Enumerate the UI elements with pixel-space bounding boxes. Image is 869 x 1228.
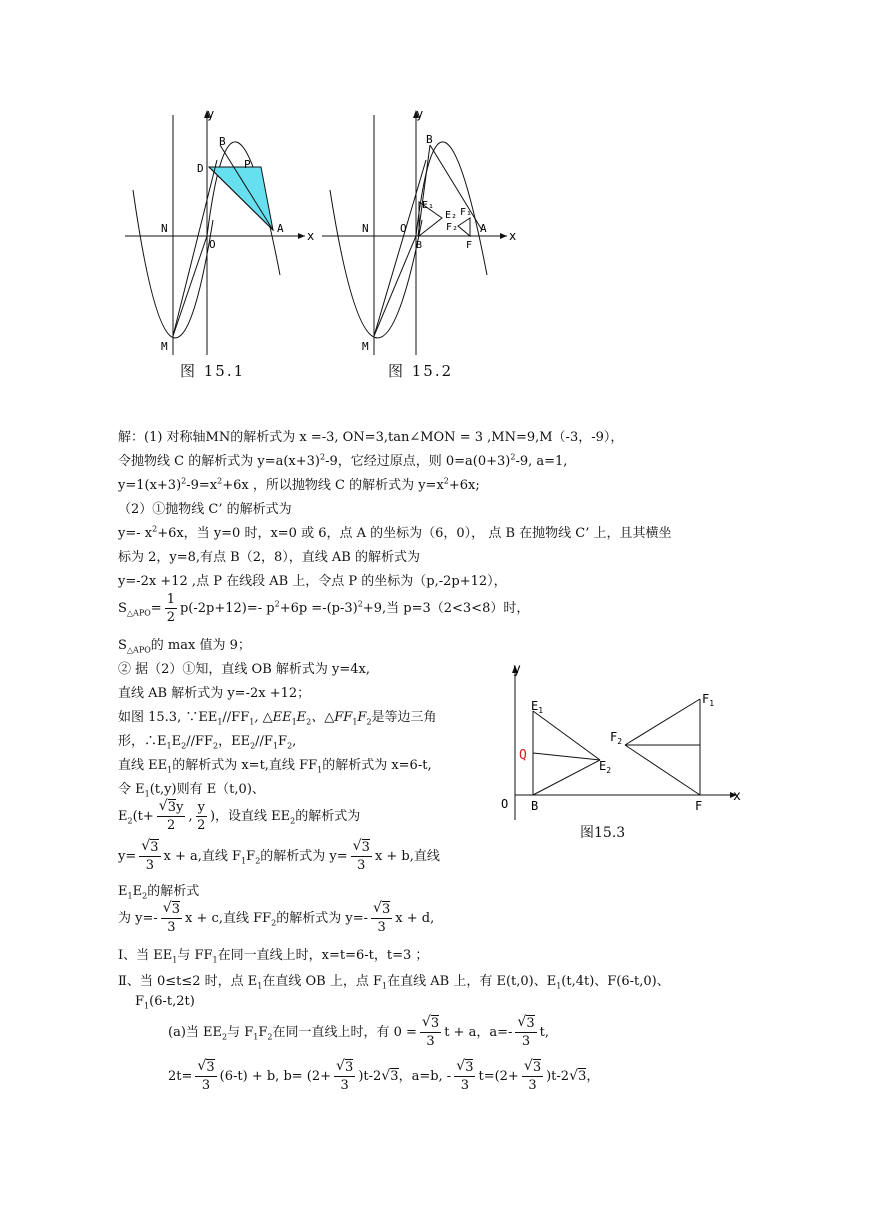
text-seg: E: [171, 734, 182, 749]
text-seg: +6p =-(p-3): [279, 601, 358, 616]
text-seg: F: [135, 994, 145, 1009]
text-seg: x + d,: [395, 911, 435, 926]
denominator: 3: [201, 1078, 211, 1093]
solution-line-21: [118, 970, 670, 991]
sqrt: [456, 1060, 473, 1075]
text-seg: )，设直线 EE: [209, 809, 291, 824]
text-seg: =: [150, 601, 162, 616]
text-seg: y=: [118, 849, 137, 864]
sub: 2: [142, 891, 148, 901]
text-seg: +6x ，所以抛物线 C 的解析式为 y=x: [222, 478, 444, 493]
fig2-f2-label: F₂: [446, 222, 459, 233]
numerator: [515, 1016, 536, 1033]
sup: 2: [357, 599, 363, 609]
sqrt: [197, 1060, 214, 1075]
text-seg: , △EE: [254, 710, 292, 725]
sub: 2: [255, 856, 261, 866]
numerator: [195, 1060, 216, 1077]
text-seg: Ⅱ、当 0≤t≤2 时，点 E: [118, 974, 258, 989]
denominator: 2: [166, 818, 176, 833]
solution-line-5: [118, 522, 671, 541]
sub: 2: [250, 741, 256, 751]
fig3-f2-label: $F_2$: [610, 730, 623, 746]
sub: 2: [306, 717, 312, 727]
text-seg: y=1(x+3): [118, 478, 182, 493]
numerator: [139, 840, 160, 857]
solution-line-11: 直线 AB 解析式为 y=-2x +12；: [118, 686, 311, 701]
fig2-b-label: B: [426, 133, 433, 146]
solution-line-23: [168, 1016, 549, 1049]
text-seg: ,: [292, 734, 297, 749]
fig2-b2-label: B: [416, 240, 423, 251]
denominator: 3: [426, 1034, 435, 1049]
text-seg: (a)当 EE: [168, 1025, 223, 1040]
solution-line-16: [118, 800, 360, 833]
sub: 2: [287, 741, 293, 751]
radicand: 3: [150, 840, 159, 855]
sqrt: [524, 1060, 541, 1075]
denominator: 3: [340, 1078, 349, 1093]
solution-line-3: [118, 474, 480, 493]
fig2-n-label: N: [362, 222, 369, 235]
text-seg: 的解析式为 x=6-t,: [322, 758, 432, 773]
sub: 2: [213, 741, 219, 751]
text-seg: x + c,直线 FF: [185, 911, 272, 926]
text-seg: -9, a=1,: [515, 454, 568, 469]
sqrt: [336, 1060, 353, 1075]
sup: 2: [152, 524, 158, 534]
text-seg: t + a，a=-: [444, 1025, 513, 1040]
text-seg: ，a=b, -: [398, 1069, 452, 1084]
denominator: 3: [145, 858, 155, 873]
text-seg: 、△FF: [311, 710, 353, 725]
fraction: [334, 1060, 355, 1093]
text-seg: 直线 EE: [118, 758, 168, 773]
denominator: 3: [521, 1034, 531, 1049]
text-seg: S: [118, 638, 127, 653]
text-seg: (t,y)则有 E（t,0)、: [149, 782, 265, 797]
sub: 1: [166, 741, 172, 751]
sub: 1: [172, 955, 178, 965]
fraction: [139, 840, 160, 873]
solution-line-24: [168, 1060, 599, 1093]
fraction: [522, 1060, 543, 1093]
sub: 2: [366, 717, 372, 727]
fig2-caption: 图 15.2: [388, 362, 454, 380]
text-seg: ，: [586, 1069, 600, 1084]
sqrt: [353, 840, 370, 855]
text-seg: S: [118, 601, 127, 616]
sup: 2: [181, 476, 187, 486]
sub: 1: [382, 981, 388, 991]
fig3-f-label: F: [695, 799, 703, 813]
fraction: [165, 592, 177, 625]
text-seg: x + b,直线: [374, 849, 440, 864]
fig3-caption: 图15.3: [580, 825, 626, 841]
text-seg: F: [357, 710, 367, 725]
solution-line-13: [118, 730, 296, 751]
sub: △APO: [126, 608, 151, 618]
fig1-x-label: x: [307, 229, 315, 243]
sub: 2: [290, 816, 296, 826]
text-seg: t=(2+: [478, 1069, 519, 1084]
text-seg: +6x;: [448, 478, 480, 493]
radicand: 3: [381, 902, 391, 917]
text-seg: E: [118, 884, 128, 899]
text-seg: p(-2p+12)=- p: [179, 601, 275, 616]
text-seg: 在直线 OB 上，点 F: [262, 974, 383, 989]
text-seg: )t-2: [358, 1069, 382, 1084]
solution-line-22: [135, 994, 195, 1011]
fig1-b-label: B: [219, 135, 226, 148]
radicand: 3: [167, 800, 177, 815]
figure-15-2: [322, 100, 522, 360]
sqrt: [159, 800, 176, 815]
numerator: [420, 1016, 441, 1033]
fig1-d-label: D: [197, 162, 204, 175]
sub: 2: [267, 1032, 273, 1042]
fraction: [161, 902, 182, 935]
sub: 1: [217, 717, 223, 727]
fig1-a-label: A: [277, 222, 284, 235]
fig1-m-label: M: [161, 340, 168, 353]
text-seg: E: [118, 809, 128, 824]
fig2-y-label: y: [416, 107, 424, 121]
text-seg: 形，∴E: [118, 734, 167, 749]
text-seg: 的解析式: [147, 884, 200, 899]
text-seg: t,: [539, 1025, 550, 1040]
text-seg: x + a,直线 F: [163, 849, 242, 864]
radicand: 3: [206, 1060, 215, 1075]
text-seg: 的解析式为 y=: [260, 849, 348, 864]
denominator: 3: [377, 920, 386, 935]
text-seg: +9,当 p=3（2<3<8）时，: [362, 601, 530, 616]
fig2-f1-label: F₁: [460, 207, 473, 218]
denominator: 2: [166, 610, 175, 625]
sub: 1: [352, 717, 358, 727]
fig1-caption: 图 15.1: [180, 362, 246, 380]
sub: 2: [271, 918, 277, 928]
radicand: 3: [390, 1069, 399, 1084]
solution-line-20: [118, 944, 428, 965]
fig3-y-label: y: [513, 662, 521, 677]
text-seg: 的解析式为: [295, 809, 361, 824]
fig3-e1-label: $E_1$: [531, 699, 544, 715]
text-seg: )t-2: [546, 1069, 570, 1084]
numerator: y: [197, 800, 205, 815]
fig1-p-label: P: [244, 158, 251, 171]
fig3-b-label: B: [531, 799, 539, 813]
fig3-x-label: x: [733, 789, 741, 804]
fraction: [351, 840, 372, 873]
sub: 2: [127, 816, 133, 826]
fraction: [515, 1016, 536, 1049]
sup: 2: [217, 476, 223, 486]
text-seg: (t,4t)、F(6-t,0)、: [561, 974, 670, 989]
text-seg: (6-t,2t): [149, 994, 195, 1009]
solution-line-18: [118, 880, 199, 901]
numerator: [161, 902, 182, 919]
radicand: 3: [465, 1060, 474, 1075]
fraction: [371, 902, 392, 935]
text-seg: E: [296, 710, 307, 725]
text-seg: 令 E: [118, 782, 145, 797]
fig2-x-label: x: [509, 229, 517, 243]
solution-line-6: 标为 2，y=8,有点 B（2，8），直线 AB 的解析式为: [118, 550, 420, 565]
sqrt: [163, 902, 180, 917]
fig2-f-label: F: [466, 240, 473, 251]
numerator: 1: [166, 592, 175, 607]
numerator: √ 3y: [157, 800, 186, 817]
sup: 2: [510, 452, 516, 462]
numerator: [334, 1060, 355, 1077]
text-seg: (t+: [132, 809, 154, 824]
sub: 1: [127, 891, 133, 901]
fraction: [196, 800, 207, 833]
figure-15-3: [495, 655, 755, 825]
text-seg: (6-t) + b, b= (2+: [219, 1069, 332, 1084]
text-seg: //F: [255, 734, 273, 749]
sub: △APO: [126, 645, 151, 655]
text-seg: y=- x: [118, 526, 153, 541]
text-seg: 为 y=-: [118, 911, 158, 926]
sqrt: [422, 1016, 439, 1031]
radicand: 3: [345, 1060, 354, 1075]
sub: 1: [144, 1001, 150, 1011]
text-seg: Ⅰ、当 EE: [118, 948, 173, 963]
radicand: 3: [430, 1016, 440, 1031]
solution-line-10: ② 据（2）①知，直线 OB 解析式为 y=4x,: [118, 662, 370, 677]
text-seg: F: [246, 849, 256, 864]
solution-line-19: [118, 902, 434, 935]
solution-line-9: [118, 634, 251, 655]
numerator: [371, 902, 392, 919]
solution-line-1: 解：(1) 对称轴MN的解析式为 x =-3, ON=3,tan∠MON = 3 ,MN=9,M（-3，-9），: [118, 430, 624, 445]
denominator: 3: [460, 1078, 469, 1093]
text-seg: F: [278, 734, 288, 749]
fig1-o-label: O: [209, 238, 216, 251]
text-seg: 是等边三角: [371, 710, 437, 725]
fig2-a-label: A: [480, 222, 487, 235]
numerator: [351, 840, 372, 857]
numerator: [522, 1060, 543, 1077]
fig2-e1-label: E₁: [422, 200, 435, 211]
sqrt: [569, 1069, 586, 1084]
solution-line-12: [118, 706, 437, 727]
text-seg: +6x，当 y=0 时，x=0 或 6，点 A 的坐标为（6，0）， 点 B 在抛物线 C’ 上，且其横坐: [157, 526, 672, 541]
radicand: 3: [532, 1060, 542, 1075]
fraction: [454, 1060, 475, 1093]
fig2-e2-label: E₂: [445, 210, 458, 221]
radicand: 3: [171, 902, 181, 917]
sup: 2: [319, 452, 326, 462]
denominator: 3: [528, 1078, 537, 1093]
fraction: [157, 800, 186, 833]
fig3-f1-label: $F_1$: [702, 692, 715, 708]
text-seg: 与 FF: [177, 948, 213, 963]
solution-line-15: [118, 778, 265, 799]
text-seg: 与 F: [227, 1025, 254, 1040]
sub: 1: [167, 765, 173, 775]
sqrt: [373, 902, 390, 917]
solution-line-4: （2）①抛物线 C’ 的解析式为: [118, 502, 292, 517]
sub: 1: [144, 789, 150, 799]
sqrt: [141, 840, 158, 855]
text-seg: 的解析式为 x=t,直线 FF: [172, 758, 318, 773]
text-seg: 在直线 AB 上，有 E(t,0)、E: [387, 974, 557, 989]
fraction: [195, 1060, 216, 1093]
sub: 1: [272, 741, 279, 751]
sqrt: [517, 1016, 534, 1031]
fraction: [420, 1016, 441, 1049]
sub: 1: [241, 856, 247, 866]
text-seg: 的解析式为 y=-: [276, 911, 368, 926]
solution-line-8: [118, 592, 529, 625]
sub: 1: [249, 717, 255, 727]
sub: 2: [181, 741, 187, 751]
text-seg: 的 max 值为 9；: [150, 638, 251, 653]
radicand: 3: [578, 1069, 587, 1084]
solution-line-14: [118, 754, 432, 775]
solution-line-17: [118, 840, 440, 873]
numerator: [454, 1060, 475, 1077]
figure-15-1: [125, 100, 325, 360]
text-seg: 令抛物线 C 的解析式为 y=a(x+3): [118, 454, 320, 469]
text-seg: 在同一直线上时，x=t=6-t，t=3 ；: [217, 948, 429, 963]
text-seg: 如图 15.3, ∵EE: [118, 710, 218, 725]
solution-line-2: [118, 450, 567, 469]
text-seg: ,: [188, 809, 193, 824]
sub: 1: [291, 717, 297, 727]
sub: 2: [222, 1032, 228, 1042]
sup: 2: [443, 476, 449, 486]
radicand: 3: [526, 1016, 535, 1031]
text-seg: -9，它经过原点，则 0=a(0+3): [325, 454, 511, 469]
denominator: 3: [357, 858, 366, 873]
solution-line-7: y=-2x +12 ,点 P 在线段 AB 上，令点 P 的坐标为（p,-2p+12），: [118, 574, 507, 589]
fig3-o-label: O: [501, 797, 509, 811]
fig3-q-label: Q: [519, 748, 527, 763]
radicand: 3: [361, 840, 370, 855]
sub: 1: [257, 981, 263, 991]
fig2-m-label: M: [362, 340, 369, 353]
fig2-o-label: O: [400, 222, 407, 235]
text-seg: F: [258, 1025, 268, 1040]
sub: 1: [253, 1032, 259, 1042]
text-seg: //FF: [186, 734, 213, 749]
sub: 1: [317, 765, 323, 775]
denominator: 2: [197, 818, 206, 833]
fig3-e2-label: $E_2$: [599, 759, 612, 775]
text-seg: 在同一直线上时，有 0 =: [272, 1025, 417, 1040]
text-seg: E: [132, 884, 143, 899]
fig1-n-label: N: [161, 222, 168, 235]
sqrt: [381, 1069, 398, 1084]
sub: 1: [212, 955, 218, 965]
text-seg: -9=x: [186, 478, 218, 493]
fig1-y-label: y: [207, 107, 215, 121]
text-seg: //FF: [222, 710, 250, 725]
text-seg: 2t=: [168, 1069, 193, 1084]
denominator: 3: [167, 920, 176, 935]
sup: 2: [274, 599, 280, 609]
sub: 1: [556, 981, 562, 991]
text-seg: ，EE: [218, 734, 251, 749]
